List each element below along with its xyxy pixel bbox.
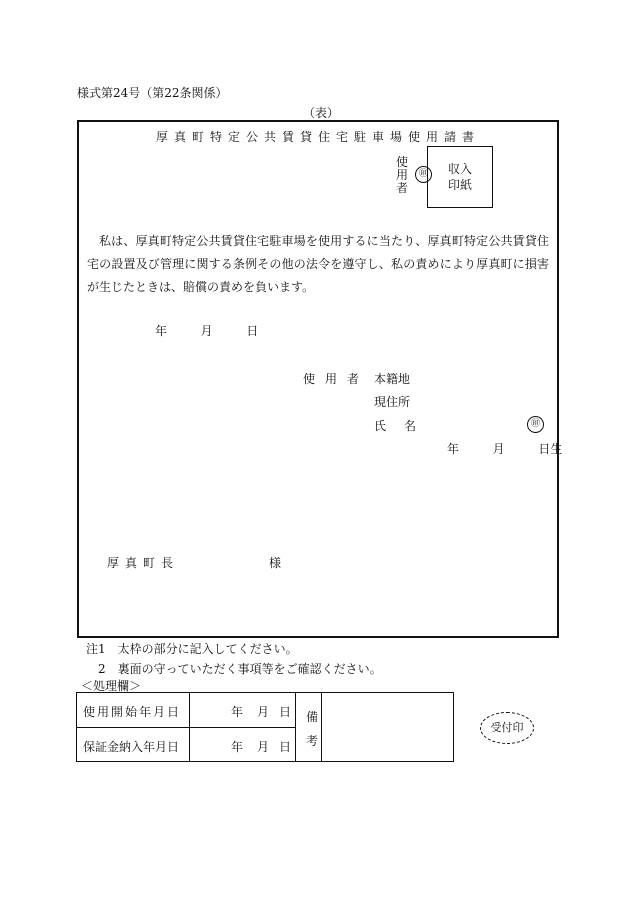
remarks-label: 備考: [305, 710, 318, 748]
user-vertical-label: 使用者: [395, 155, 408, 195]
birth-year: 年: [447, 442, 460, 456]
name-label: 氏名: [374, 419, 435, 433]
seal-mark-icon: ㊞: [415, 166, 432, 183]
date-line: [155, 322, 258, 339]
start-date-label: 使用開始年月日: [83, 705, 182, 719]
mayor-addressee: 厚真町長: [107, 556, 180, 570]
user-label: 使用者: [303, 372, 370, 386]
name-seal-icon: ㊞: [527, 416, 544, 433]
deposit-year: 年: [231, 740, 244, 754]
processing-section-label: ＜処理欄＞: [81, 679, 142, 693]
honorific-sama: 様: [269, 556, 282, 570]
birth-day: 日生: [538, 442, 563, 456]
revenue-stamp-box: [427, 146, 493, 208]
start-year: 年: [231, 705, 244, 719]
start-day: 日: [279, 705, 292, 719]
start-month: 月: [257, 705, 270, 719]
deposit-month: 月: [257, 740, 270, 754]
revenue-stamp-label: 収入印紙: [447, 162, 472, 192]
note-1: 注1 太枠の部分に記入してください。: [86, 642, 298, 656]
form-number: 様式第24号（第22条関係）: [77, 86, 228, 100]
form-title: 厚真町特定公共賃貸住宅駐車場使用請書: [155, 130, 480, 144]
deposit-date-label: 保証金納入年月日: [83, 740, 180, 754]
birth-month: 月: [492, 442, 505, 456]
registered-domicile-label: 本籍地: [374, 372, 411, 386]
current-address-label: 現住所: [374, 395, 411, 409]
deposit-day: 日: [279, 740, 292, 754]
receipt-stamp-mark: 受付印: [480, 712, 534, 744]
processing-table: [76, 692, 454, 762]
side-label: （表）: [303, 106, 340, 120]
date-year: 年: [155, 324, 168, 338]
note-2: 2 裏面の守っていただく事項等をご確認ください。: [98, 662, 382, 676]
pledge-text: 私は、厚真町特定公共賃貸住宅駐車場を使用するに当たり、厚真町特定公共賃貸住宅の設置及び管理に関する条例その他の法令を遵守し、私の責めにより厚真町に損害が生じたときは、賠償の責めを負います。: [87, 234, 549, 294]
date-day: 日: [246, 324, 259, 338]
main-form-frame: [77, 120, 563, 638]
birth-date-line: [447, 440, 562, 457]
date-month: 月: [200, 324, 213, 338]
